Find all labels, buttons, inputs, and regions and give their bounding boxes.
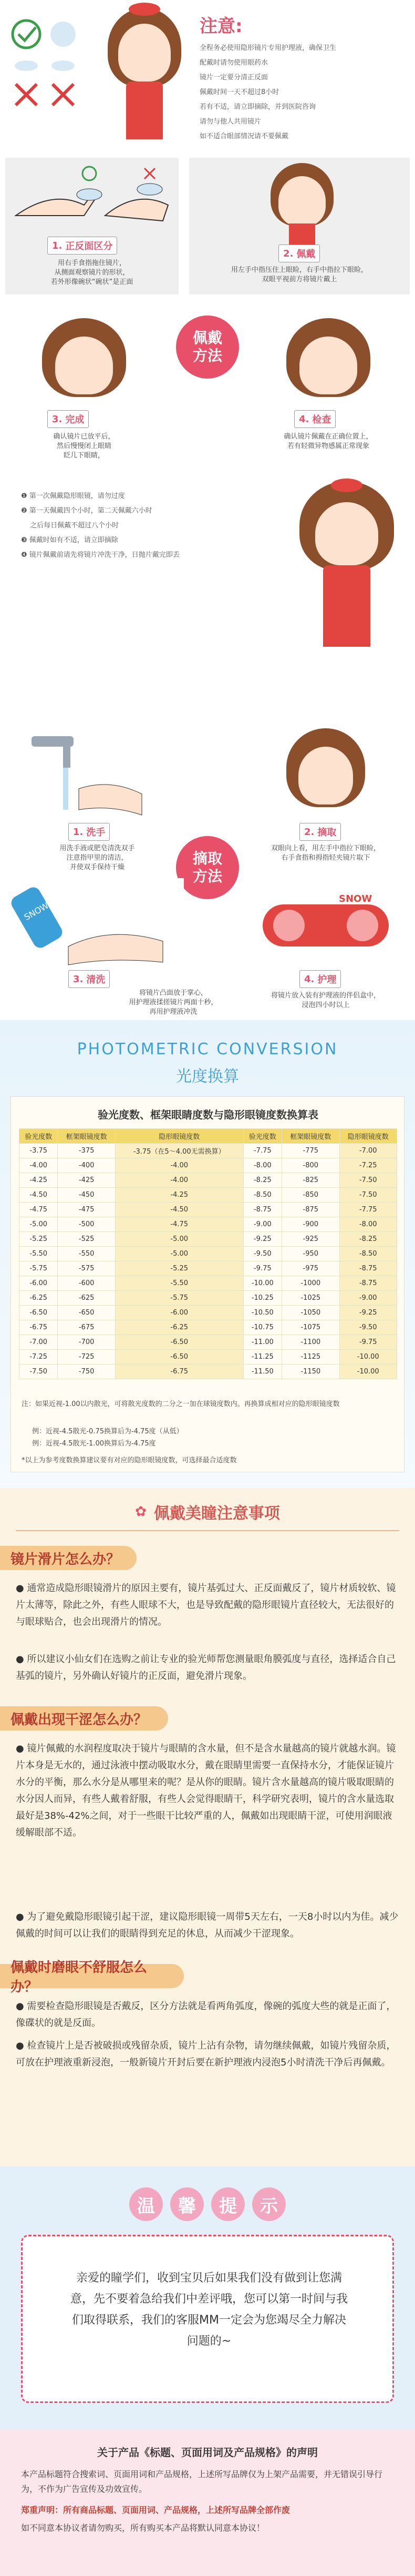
conversion-example-1: 例：近视-4.5散光-0.75换算后为-4.75度（从低）: [32, 1428, 183, 1435]
conversion-cell: -800: [282, 1158, 339, 1173]
conversion-title-cn: 光度换算: [176, 1067, 239, 1086]
conversion-row: [19, 1306, 397, 1320]
conversion-cell: -7.50: [19, 1365, 58, 1379]
conversion-body: [19, 1144, 397, 1379]
flower-icon: ✿: [135, 1504, 147, 1520]
wear-step-4-label: 4. 检查: [294, 410, 336, 428]
conversion-cell: -5.00: [115, 1232, 243, 1247]
wear-method-section: [0, 142, 415, 726]
conversion-cell: -675: [58, 1320, 115, 1335]
svg-text:SNOW: SNOW: [22, 900, 50, 923]
conversion-cell: -10.50: [243, 1306, 282, 1320]
conversion-cell: -6.00: [115, 1306, 243, 1320]
conversion-cell: -600: [58, 1276, 115, 1291]
wear-step-4-panel: [247, 310, 410, 473]
faq-heading: 佩戴美瞳注意事项: [153, 1504, 280, 1523]
conversion-cell: -1150: [282, 1365, 339, 1379]
wear-tip: ❶ 第一次佩戴隐形眼镜，请勿过度: [21, 492, 125, 500]
conversion-cell: -10.00: [339, 1350, 397, 1365]
conversion-cell: -975: [282, 1261, 339, 1276]
warm-tip-char: 温: [129, 2187, 163, 2221]
cross-icon: [16, 84, 37, 105]
wear-tip: ❹ 镜片佩戴前请先将镜片冲洗干净，日抛片戴完即丢: [21, 551, 180, 559]
statement-body: 本产品标题符合搜索词、页面用词和产品规格，上述所写品牌仅为上架产品需要，并无错误引导行为，不作为广告宣传及功效宣传。: [21, 2469, 383, 2494]
remove-step-3-desc-text: 将镜片凸面放于掌心， 用护理液揉搓镜片两面十秒， 再用护理液冲洗: [129, 989, 218, 1016]
conversion-cell: -375: [58, 1144, 115, 1158]
notice-line: 配戴时请勿使用眼药水: [200, 59, 268, 67]
conversion-row: [19, 1217, 397, 1232]
notice-section: [0, 0, 415, 142]
conversion-cell: -4.25: [19, 1173, 58, 1188]
remove-method-section: [0, 726, 415, 1020]
faq-section: [0, 1488, 415, 2166]
conversion-cell: -5.25: [115, 1261, 243, 1276]
conversion-cell: -9.00: [243, 1217, 282, 1232]
faq-heading-line: [16, 1530, 399, 1531]
conversion-cell: -775: [282, 1144, 339, 1158]
conversion-cell: -9.25: [339, 1306, 397, 1320]
wear-step-1-panel: [5, 158, 179, 294]
conversion-cell: -475: [58, 1203, 115, 1217]
conversion-row: [19, 1144, 397, 1158]
faq-answer-2-2: ● 为了避免戴隐形眼镜引起干涩，建议隐形眼镜一周带5天左右，一天8小时以内为佳。减少佩戴的时间可以让我们的眼睛得到充足的休息，从而减少干涩现象。: [16, 1911, 399, 1939]
conversion-cell: -11.50: [243, 1365, 282, 1379]
conversion-cell: -9.50: [243, 1247, 282, 1261]
notice-illustration: [5, 5, 89, 131]
conversion-cell: -9.00: [339, 1291, 397, 1306]
wear-step-4-desc: 确认镜片佩戴在正确位置上， 若有轻微异物感属正常现象: [284, 433, 373, 450]
wear-step-2-label: 2. 佩戴: [278, 245, 320, 262]
warm-tip-title: [0, 2187, 415, 2221]
conversion-note-1: 注：如果近视-1.00以内散光，可将散光度数的二分之一加在球镜度数内。再换算成相对应的隐形眼镜度数: [22, 1400, 340, 1408]
conversion-section: [0, 1020, 415, 1488]
header-cell: 隐形眼镜度数: [339, 1129, 397, 1144]
conversion-row: [19, 1158, 397, 1173]
conversion-cell: -8.75: [339, 1261, 397, 1276]
conversion-cell: -8.50: [339, 1247, 397, 1261]
correct-icon: [82, 167, 96, 180]
conversion-row: [19, 1203, 397, 1217]
conversion-cell: -6.75: [19, 1320, 58, 1335]
wear-step-3-label: 3. 完成: [47, 410, 89, 428]
notice-line: 若有不适，请立即摘除，并到医院咨询: [200, 103, 316, 111]
conversion-cell: -4.00: [115, 1173, 243, 1188]
header-cell: 验光度数: [243, 1129, 282, 1144]
cleaning-illustration: [5, 878, 184, 968]
warm-tip-char: 提: [211, 2187, 245, 2221]
remove-step-3-label: 3. 清洗: [68, 970, 110, 988]
conversion-cell: -6.50: [19, 1306, 58, 1320]
notice-line: 镜片一定要分清正反面: [200, 74, 268, 82]
remove-step-2-girl: [284, 726, 368, 815]
conversion-cell: -900: [282, 1217, 339, 1232]
conversion-cell: -8.75: [243, 1203, 282, 1217]
conversion-cell: -625: [58, 1291, 115, 1306]
header-cell: 框架眼镜度数: [282, 1129, 339, 1144]
conversion-cell: -4.75: [115, 1217, 243, 1232]
remove-step-2-desc: 双眼向上看，用左手中指拉下眼睑， 右手食指和拇指轻夹镜片取下: [271, 844, 380, 862]
conversion-cell: -7.25: [19, 1350, 58, 1365]
remove-method-badge: 摘取 方法: [176, 836, 239, 899]
conversion-cell: -4.25: [115, 1188, 243, 1203]
conversion-cell: -950: [282, 1247, 339, 1261]
conversion-cell: -7.75: [243, 1144, 282, 1158]
remove-step-2-panel: [242, 726, 410, 873]
wrong-icon: [144, 168, 155, 179]
conversion-cell: -4.75: [19, 1203, 58, 1217]
conversion-cell: -5.25: [19, 1232, 58, 1247]
conversion-row: [19, 1291, 397, 1306]
conversion-cell: -10.25: [243, 1291, 282, 1306]
remove-step-4-panel: [242, 878, 410, 1020]
conversion-cell: -875: [282, 1203, 339, 1217]
notice-line: 全程务必使用隐形镜片专用护理液，确保卫生: [200, 44, 337, 52]
conversion-card: [11, 1096, 404, 1472]
faq-heading-bar: [0, 1499, 415, 1525]
cross-icon-2: [53, 84, 74, 105]
conversion-cell: -425: [58, 1173, 115, 1188]
conversion-row: [19, 1365, 397, 1379]
header-cell: 验光度数: [19, 1129, 58, 1144]
conversion-cell: -10.00: [339, 1365, 397, 1379]
conversion-cell: -5.00: [115, 1247, 243, 1261]
conversion-cell: -6.75: [115, 1365, 243, 1379]
faq-answer-3-1: ● 需要检查隐形眼镜是否戴反，区分方法就是看两角弧度，像碗的弧度大些的就是正面了，像碟状的就是反面。: [16, 2001, 396, 2029]
conversion-cell: -6.25: [19, 1291, 58, 1306]
wear-step-3-panel: [5, 310, 163, 473]
conversion-table-title: 验光度数、框架眼睛度数与隐形眼镜度数换算表: [98, 1108, 318, 1121]
conversion-cell: -6.50: [115, 1350, 243, 1365]
conversion-table: [19, 1128, 397, 1379]
wear-method-badge: 佩戴 方法: [176, 315, 239, 379]
conversion-cell: -1025: [282, 1291, 339, 1306]
conversion-cell: -450: [58, 1188, 115, 1203]
conversion-cell: -1000: [282, 1276, 339, 1291]
faq-question-1: 镜片滑片怎么办？: [0, 1546, 137, 1570]
conversion-cell: -525: [58, 1232, 115, 1247]
remove-step-1-panel: [5, 726, 189, 873]
notice-line: 佩戴时间一天不超过8小时: [200, 88, 279, 96]
conversion-cell: -7.25: [339, 1158, 397, 1173]
conversion-cell: -5.75: [19, 1261, 58, 1276]
wear-tip: ❸ 佩戴时如有不适，请立即摘除: [21, 536, 118, 544]
conversion-note-2: *以上为参考度数换算建议要有对应的隐形眼镜度数，可选择最合适度数: [22, 1457, 237, 1464]
conversion-cell: -6.25: [115, 1320, 243, 1335]
notice-girl: [97, 3, 192, 139]
conversion-cell: -7.75: [339, 1203, 397, 1217]
wear-step-1-label: 1. 正反面区分: [47, 237, 117, 254]
header-cell: 框架眼镜度数: [58, 1129, 115, 1144]
conversion-cell: -500: [58, 1217, 115, 1232]
remove-step-1-label: 1. 洗手: [68, 823, 110, 841]
lens-case-illustration: [242, 878, 410, 968]
conversion-row: [19, 1261, 397, 1276]
faq-answer-1-1: ● 通常造成隐形眼镜滑片的原因主要有，镜片基弧过大、正反面戴反了，镜片材质较软、镜片太薄等，除此之外，有些人眼球不大，也是导致配戴的隐形眼镜片直径较大，无法很好的与眼球贴合，也会出现滑片的情况。: [16, 1583, 396, 1627]
conversion-cell: -8.00: [243, 1158, 282, 1173]
statement-tail: 如不同意本协议者请勿购买，所有购买本产品将默认同意本协议！: [21, 2523, 265, 2533]
conversion-row: [19, 1320, 397, 1335]
conversion-cell: -10.75: [243, 1320, 282, 1335]
conversion-cell: -5.75: [115, 1291, 243, 1306]
wash-hands-illustration: [5, 726, 189, 820]
conversion-cell: -9.50: [339, 1320, 397, 1335]
faq-question-2: 佩戴出现干涩怎么办？: [0, 1706, 168, 1730]
warm-tip-char: 示: [252, 2187, 286, 2221]
tips-girl: [294, 478, 399, 647]
notice-title: 注意:: [200, 16, 243, 37]
conversion-cell: -1100: [282, 1335, 339, 1350]
conversion-row: [19, 1232, 397, 1247]
conversion-cell: -400: [58, 1158, 115, 1173]
remove-step-2-label: 2. 摘取: [299, 823, 341, 841]
conversion-cell: -5.00: [19, 1217, 58, 1232]
remove-step-1-desc: 用洗手液或肥皂清洗双手 注意指甲里的清洁， 并使双手保持干燥: [59, 844, 135, 871]
check-icon: [13, 21, 40, 48]
remove-step-4-desc: 将镜片放入装有护理液的伴侣盒中， 浸泡四小时以上: [271, 992, 380, 1009]
conversion-cell: -8.25: [243, 1173, 282, 1188]
wear-step-2-girl: [268, 160, 336, 245]
conversion-cell: -7.50: [339, 1188, 397, 1203]
conversion-cell: -750: [58, 1365, 115, 1379]
conversion-cell: -7.00: [19, 1335, 58, 1350]
conversion-cell: -925: [282, 1232, 339, 1247]
faq-answer-2-1: ● 镜片佩戴的水润程度取决于镜片与眼睛的含水量，但不是含水量越高的镜片就越水润。镜片本身是无水的，通过泳液中摆动吸取水分，戴在眼睛里需要一直保持水分，才能保证镜片水分的平衡，那么水分是从哪里来的呢？是从你的眼睛。镜片含水量越高的镜片吸取眼睛的水分因人而异，有些人戴着舒服，有些人会觉得眼睛干，科学研究表明，镜片的含水量选取最好是38%-42%之间，对于一些眼干比较严重的人，佩戴如出现眼睛干涩，可使用润眼液缓解眼部不适。: [16, 1743, 396, 1838]
conversion-cell: -1050: [282, 1306, 339, 1320]
conversion-title-en: PHOTOMETRIC CONVERSION: [77, 1040, 338, 1058]
conversion-row: [19, 1276, 397, 1291]
conversion-cell: -9.25: [243, 1232, 282, 1247]
statement-title: 关于产品《标题、页面用词及产品规格》的声明: [97, 2446, 318, 2459]
conversion-cell: -8.50: [243, 1188, 282, 1203]
conversion-row: [19, 1188, 397, 1203]
conversion-cell: -550: [58, 1247, 115, 1261]
conversion-cell: -4.50: [19, 1188, 58, 1203]
wear-tip: 之后每日佩戴不超过八个小时: [30, 522, 119, 530]
conversion-cell: -1075: [282, 1320, 339, 1335]
faq-answer-3-2: ● 检查镜片上是否被破损或残留杂质，镜片上沾有杂物，请勿继续佩戴，如镜片残留杂质，可放在护理液重新浸泡，一般新镜片开封后要在新护理液内浸泡5小时清洗干净后再佩戴。: [16, 2040, 396, 2068]
statement-section: [0, 2429, 415, 2576]
warm-tip-body: 亲爱的瞳学们，收到宝贝后如果我们没有做到让您满意，先不要着急给我们中差评哦，您可以第一时间与我们取得联系，我们的客服MM一定会为您竭尽全力解决问题的~: [70, 2272, 348, 2348]
svg-text:SNOW: SNOW: [339, 893, 372, 904]
notice-list: [200, 41, 410, 142]
conversion-cell: -11.25: [243, 1350, 282, 1365]
conversion-cell: -8.75: [339, 1276, 397, 1291]
conversion-cell: -8.25: [339, 1232, 397, 1247]
notice-line: 请勿与他人共用镜片: [200, 118, 262, 126]
conversion-row: [19, 1350, 397, 1365]
conversion-cell: -4.50: [115, 1203, 243, 1217]
conversion-row: [19, 1247, 397, 1261]
wear-step-4-girl: [284, 315, 373, 405]
wear-tips: [21, 489, 273, 563]
conversion-cell: -10.00: [243, 1276, 282, 1291]
remove-step-4-label: 4. 护理: [299, 970, 341, 988]
conversion-cell: -700: [58, 1335, 115, 1350]
conversion-cell: -575: [58, 1261, 115, 1276]
conversion-cell: -11.00: [243, 1335, 282, 1350]
wear-step-3-girl: [37, 315, 131, 405]
warm-tip-char: 馨: [170, 2187, 204, 2221]
conversion-example-2: 例：近视-4.5散光-1.00换算后为-4.75度: [32, 1440, 156, 1448]
wear-tip: ❷ 第一天佩戴四个小时，第二天佩戴六小时: [21, 507, 152, 515]
conversion-cell: -7.00: [339, 1144, 397, 1158]
statement-bold: 郑重声明：所有商品标题、页面用词、产品规格，上述所写品牌全部作废: [21, 2505, 290, 2515]
conversion-cell: -725: [58, 1350, 115, 1365]
conversion-cell: -650: [58, 1306, 115, 1320]
header-cell: 隐形眼镜度数: [115, 1129, 243, 1144]
conversion-cell: -8.00: [339, 1217, 397, 1232]
conversion-cell: -3.75（在5～4.00无需换算）: [115, 1144, 243, 1158]
conversion-cell: -6.50: [115, 1335, 243, 1350]
wear-step-2-desc: 用左手中指压住上眼睑，右手中指拉下眼睑， 双眼平视前方将镜片戴上: [231, 266, 368, 283]
conversion-cell: -825: [282, 1173, 339, 1188]
conversion-cell: -3.75: [19, 1144, 58, 1158]
conversion-cell: -4.00: [115, 1158, 243, 1173]
conversion-cell: -5.50: [115, 1276, 243, 1291]
faq-answer-1-2: ● 所以建议小仙女们在选购之前让专业的验光师帮您测量眼角膜弧度与直径，选择适合自己基弧的镜片，另外确认好镜片的正反面，避免滑片现象。: [16, 1654, 396, 1682]
conversion-row: [19, 1335, 397, 1350]
faq-question-3: 佩戴时磨眼不舒服怎么办？: [0, 1964, 184, 1988]
wear-step-3-desc: 确认镜片已放平后， 然后慢慢闭上眼睛 眨几下眼睛，: [53, 433, 115, 460]
notice-line: 如不适合眼部情况请不要佩戴: [200, 133, 289, 140]
conversion-cell: -5.50: [19, 1247, 58, 1261]
conversion-cell: -9.75: [339, 1335, 397, 1350]
finger-lens-illustration: [5, 158, 179, 237]
conversion-cell: -6.00: [19, 1276, 58, 1291]
conversion-cell: -850: [282, 1188, 339, 1203]
check-mark: [18, 27, 36, 40]
conversion-cell: -1125: [282, 1350, 339, 1365]
conversion-row: [19, 1173, 397, 1188]
wear-step-2-panel: [189, 158, 410, 294]
wear-step-1-desc: 用右手食指拖住镜片， 从侧面观察镜片的形状， 若外形像碗状“碗状”是正面: [50, 259, 133, 286]
conversion-header-row: [19, 1129, 397, 1144]
conversion-cell: -4.00: [19, 1158, 58, 1173]
warm-tip-frame: [21, 2235, 394, 2403]
conversion-cell: -9.75: [243, 1261, 282, 1276]
warm-tip-section: [0, 2166, 415, 2429]
conversion-cell: -7.50: [339, 1173, 397, 1188]
